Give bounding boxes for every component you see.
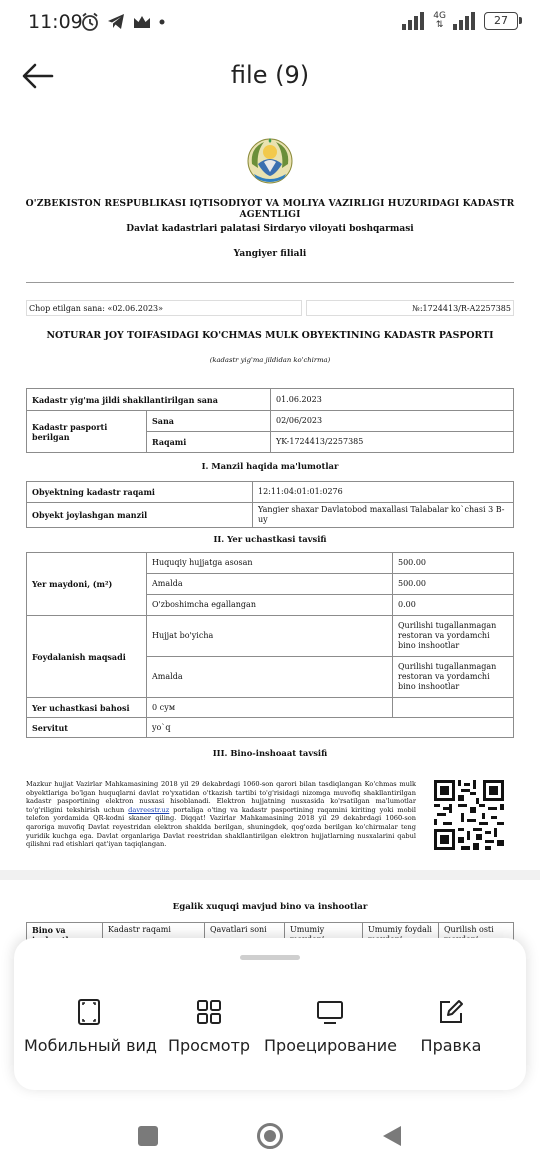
grid-view-icon xyxy=(195,998,223,1026)
table-row xyxy=(27,698,514,718)
address-table xyxy=(26,481,514,528)
manzil-value: Yangier shaxar Davlatobod maxallasi Talabalar ko`chasi 3 B-uy xyxy=(253,503,514,528)
monitor-icon xyxy=(316,998,344,1026)
mobile-view-label: Мобильный вид xyxy=(24,1036,157,1055)
amalda-value: 500.00 xyxy=(393,574,514,595)
kadastr-value: 12:11:04:01:01:0276 xyxy=(253,482,514,503)
sana-value: 02/06/2023 xyxy=(271,411,514,432)
kadastr-label: Obyektning kadastr raqami xyxy=(27,482,253,503)
bahosi-value: 0 сум xyxy=(147,698,393,718)
document-viewer[interactable] xyxy=(0,118,540,935)
bahosi-empty xyxy=(393,698,514,718)
projection-button[interactable] xyxy=(264,998,396,1055)
projection-label: Проецирование xyxy=(264,1036,397,1055)
huquqiy-label: Huquqiy hujjatga asosan xyxy=(147,553,393,574)
view-button[interactable] xyxy=(159,998,259,1055)
back-nav-button[interactable] xyxy=(380,1124,404,1153)
berilgan-label: Kadastr pasporti berilgan xyxy=(27,411,147,453)
section-3-title: III. Bino-inshoaat tavsifi xyxy=(212,748,328,758)
table-row xyxy=(27,389,514,411)
table-row xyxy=(27,482,514,503)
table-row xyxy=(27,718,514,738)
table-row xyxy=(27,616,514,657)
davreestr-link[interactable]: davreestr.uz xyxy=(128,805,170,814)
agency-heading: O'ZBEKISTON RESPUBLIKASI IQTISODIYOT VA MOLIYA VAZIRLIGI HUZURIDAGI KADASTR AGENTLIGI xyxy=(25,198,515,220)
edit-label: Правка xyxy=(420,1036,482,1055)
bottom-action-sheet xyxy=(14,938,526,1090)
network-type: 4G ⇅ xyxy=(433,11,446,30)
huquqiy-value: 500.00 xyxy=(393,553,514,574)
servitut-label: Servitut xyxy=(27,718,147,738)
header-foydali: Umumiy foydali xyxy=(363,923,439,949)
hujjat-label: Hujjat bo'yicha xyxy=(147,616,393,657)
raqami-label: Raqami xyxy=(147,432,271,453)
bahosi-label: Yer uchastkasi bahosi xyxy=(27,698,147,718)
status-bar xyxy=(0,0,540,46)
mobile-view-icon xyxy=(75,998,103,1026)
document-number: №:1724413/R-A2257385 xyxy=(306,300,514,316)
header-qavatlar: Qavatlari soni xyxy=(205,923,285,949)
sana-label: Sana xyxy=(147,411,271,432)
header-bino: Bino va xyxy=(27,923,103,949)
signal-2-icon xyxy=(453,12,477,30)
passport-title: NOTURAR JOY TOIFASIDAGI KO'CHMAS MULK OBYEKTINING KADASTR PASPORTI xyxy=(46,330,494,341)
table-row xyxy=(27,503,514,528)
crown-icon xyxy=(132,12,152,32)
recents-button[interactable] xyxy=(136,1124,160,1153)
ozboshimcha-label: O'zboshimcha egallangan xyxy=(147,595,393,616)
state-emblem-icon xyxy=(244,134,296,186)
view-label: Просмотр xyxy=(167,1036,251,1055)
signal-icon xyxy=(402,12,426,30)
document-page-1 xyxy=(0,118,540,870)
file-title: file (9) xyxy=(230,61,310,89)
sheet-drag-handle[interactable] xyxy=(240,955,300,960)
triangle-back-icon xyxy=(380,1124,404,1148)
header-umumiy: Umumiy xyxy=(285,923,363,949)
manzil-label: Obyekt joylashgan manzil xyxy=(27,503,253,528)
page-separator xyxy=(0,870,540,880)
ozboshimcha-value: 0.00 xyxy=(393,595,514,616)
home-button[interactable] xyxy=(256,1122,284,1155)
passport-subtitle: (kadastr yig'ma jildidan ko'chirma) xyxy=(209,356,331,364)
passport-info-table xyxy=(26,388,514,453)
table-row xyxy=(27,553,514,574)
filial-heading: Yangiyer filiali xyxy=(233,249,307,259)
jild-value: 01.06.2023 xyxy=(271,389,514,411)
servitut-value: yo`q xyxy=(147,718,514,738)
circle-icon xyxy=(256,1122,284,1150)
status-notification-icons xyxy=(80,12,166,32)
land-table xyxy=(26,552,514,738)
header-qurilish: Qurilish osti xyxy=(439,923,514,949)
foydalanish-label: Foydalanish maqsadi xyxy=(27,616,147,698)
header-divider xyxy=(26,282,514,283)
status-time: 11:09 xyxy=(28,11,83,33)
notification-dot-icon xyxy=(158,12,166,32)
header-kadastr: Kadastr raqami xyxy=(103,923,205,949)
amalda2-label: Amalda xyxy=(147,657,393,698)
print-info-row xyxy=(26,300,514,316)
section-2-title: II. Yer uchastkasi tavsifi xyxy=(213,534,327,544)
edit-icon xyxy=(437,998,465,1026)
legal-note: Mazkur hujjat Vazirlar Mahkamasining 2018 yil 29 dekabrdagi 1060-son qarori bilan tasdiqlangan Ko'chmas mulk obyektlariga bo'lgan huquqlarni davlat ro'yxatidan o'tkazish tartibi to'g'risidagi nizomga muvofiq shakllantirilgan kadastr pasportining elektron nusxasi hisoblanadi. Elektron hujjatning nusxasida ko'rsatilgan ma'lumotlar to'g'riligini tekshirish uchun davreestr.uz portaliga o'ting va kadastr pasportining raqamini kiriting yoki mobil telefon yordamida QR-kodni skaner qiling. Diqqat! Vazirlar Mahkamasining 2018 yil 29 dekabrdagi 1060-son qaroriga muvofiq Davlat reyestridan elektron shaklda berilgan, shuningdek, qog'ozda berilgan ko'chirmalar teng yuridik kuchga ega. Davlat organlariga Davlat reestridan shakllantirilgan elektron hujjatlarning nusxalarini qabul qilishni rad etishlari qat'iyan taqiqlangan. xyxy=(26,780,416,849)
page-2-title: Egalik xuquqi mavjud bino va inshootlar xyxy=(172,902,368,912)
battery-indicator: 27 xyxy=(484,12,518,30)
hujjat-value: Qurilishi tugallanmagan restoran va yordamchi bino inshootlar xyxy=(393,616,514,657)
telegram-icon xyxy=(106,12,126,32)
square-icon xyxy=(136,1124,160,1148)
table-row xyxy=(27,411,514,432)
maydon-label: Yer maydoni, (m²) xyxy=(27,553,147,616)
raqami-value: YK-1724413/2257385 xyxy=(271,432,514,453)
system-navigation-bar xyxy=(0,1106,540,1170)
palata-heading: Davlat kadastrlari palatasi Sirdaryo viloyati boshqarmasi xyxy=(126,224,414,234)
app-bar xyxy=(0,50,540,102)
jild-label: Kadastr yig'ma jildi shakllantirilgan sana xyxy=(27,389,271,411)
mobile-view-button[interactable] xyxy=(24,998,157,1055)
amalda-label: Amalda xyxy=(147,574,393,595)
edit-button[interactable] xyxy=(406,998,496,1055)
qr-code-icon xyxy=(434,780,504,850)
alarm-icon xyxy=(80,12,100,32)
print-date: Chop etilgan sana: «02.06.2023» xyxy=(26,300,302,316)
amalda2-value: Qurilishi tugallanmagan restoran va yordamchi bino inshootlar xyxy=(393,657,514,698)
section-1-title: I. Manzil haqida ma'lumotlar xyxy=(201,461,339,471)
status-system-icons xyxy=(402,12,518,30)
